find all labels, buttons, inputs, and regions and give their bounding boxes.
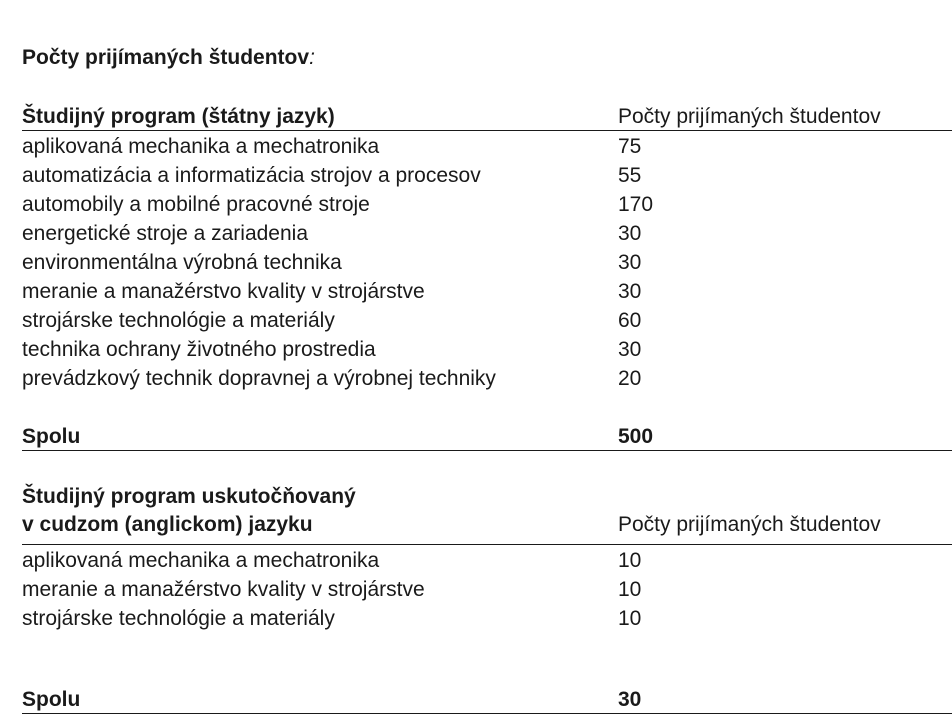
section2-program-header-line2: v cudzom (anglickom) jazyku [22,513,313,536]
section2-total-rule [22,713,952,714]
table-row-count: 30 [618,222,642,245]
table-row-program: technika ochrany životného prostredia [22,338,376,361]
section1-count-header: Počty prijímaných študentov [618,105,881,128]
table-row-program: environmentálna výrobná technika [22,251,342,274]
section1-header-rule [22,130,952,131]
table-row-count: 55 [618,164,642,187]
table-row-program: automatizácia a informatizácia strojov a procesov [22,164,481,187]
table-row-program: meranie a manažérstvo kvality v strojárstve [22,280,425,303]
section2-total-label: Spolu [22,688,81,711]
table-row-count: 20 [618,367,642,390]
table-row-count: 10 [618,607,642,630]
table-row-program: energetické stroje a zariadenia [22,222,309,245]
table-row-program: strojárske technológie a materiály [22,607,335,630]
document-title-colon: : [309,46,315,69]
section2-total-value: 30 [618,688,642,711]
table-row-count: 10 [618,549,642,572]
table-row-program: prevádzkový technik dopravnej a výrobnej techniky [22,367,496,390]
table-row-count: 60 [618,309,642,332]
section2-count-header: Počty prijímaných študentov [618,513,881,536]
table-row-program: aplikovaná mechanika a mechatronika [22,135,380,158]
table-row-count: 170 [618,193,654,216]
document-title [22,45,315,71]
document-title-text: Počty prijímaných študentov [22,46,310,69]
section2-header-rule [22,544,952,545]
table-row-program: automobily a mobilné pracovné stroje [22,193,370,216]
table-row-count: 30 [618,280,642,303]
section1-total-rule [22,450,952,451]
table-row-count: 30 [618,338,642,361]
table-row-program: aplikovaná mechanika a mechatronika [22,549,380,572]
section1-total-value: 500 [618,425,654,448]
section1-total-label: Spolu [22,425,81,448]
table-row-count: 30 [618,251,642,274]
table-row-program: strojárske technológie a materiály [22,309,335,332]
table-row-program: meranie a manažérstvo kvality v strojárstve [22,578,425,601]
section2-program-header-line1: Študijný program uskutočňovaný [22,485,356,508]
table-row-count: 75 [618,135,642,158]
section1-program-header: Študijný program (štátny jazyk) [22,105,335,128]
table-row-count: 10 [618,578,642,601]
